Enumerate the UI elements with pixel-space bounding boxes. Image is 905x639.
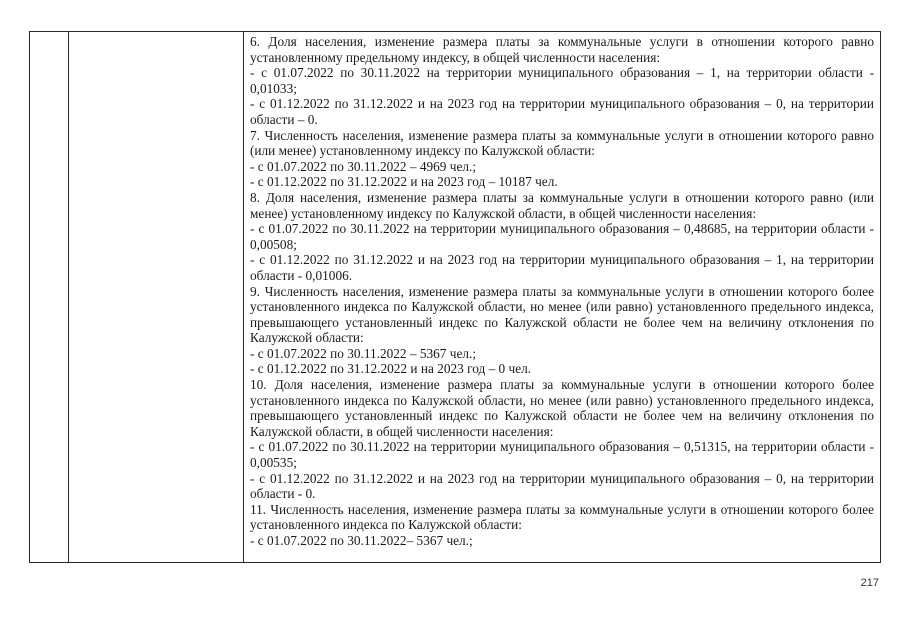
paragraph-6-item-2: - с 01.12.2022 по 31.12.2022 и на 2023 год на территории муниципального образования – 0, на территории области – 0. <box>250 96 874 127</box>
paragraph-6-item-1: - с 01.07.2022 по 30.11.2022 на территории муниципального образования – 1, на территории области - 0,01033; <box>250 65 874 96</box>
paragraph-9-item-2: - с 01.12.2022 по 31.12.2022 и на 2023 год – 0 чел. <box>250 361 532 377</box>
document-table <box>29 31 881 563</box>
paragraph-8-heading: 8. Доля населения, изменение размера платы за коммунальные услуги в отношении которого равно (или менее) установленному индексу по Калужской области, в общей численности населения: <box>250 189 874 221</box>
page-number: 217 <box>860 577 879 589</box>
paragraph-10-heading: 10. Доля населения, изменение размера платы за коммунальные услуги в отношении которого более установленного индекса по Калужской области, но менее (или равно) установленного предельного индекса, превышающего установленный индекс по Калужской области не более чем на величину отклонения по Калужской области, в общей численности населения: <box>250 377 874 439</box>
paragraph-8-item-2: - с 01.12.2022 по 31.12.2022 и на 2023 год на территории муниципального образования – 1, на территории области - 0,01006. <box>250 252 874 283</box>
paragraph-10-item-1: - с 01.07.2022 по 30.11.2022 на территории муниципального образования – 0,51315, на территории области - 0,00535; <box>250 439 874 471</box>
table-column-content <box>244 32 880 562</box>
paragraph-6-heading: 6. Доля населения, изменение размера платы за коммунальные услуги в отношении которого равно установленному предельному индексу, в общей численности населения: <box>250 34 874 65</box>
table-column-number <box>30 32 69 562</box>
paragraph-7-item-1: - с 01.07.2022 по 30.11.2022 – 4969 чел.; <box>250 158 477 174</box>
paragraph-11-heading: 11. Численность населения, изменение размера платы за коммунальные услуги в отношении которого более установленного индекса по Калужской области: <box>250 501 874 533</box>
paragraph-8-item-1: - с 01.07.2022 по 30.11.2022 на территории муниципального образования – 0,48685, на территории области - 0,00508; <box>250 221 874 252</box>
paragraph-9-heading: 9. Численность населения, изменение размера платы за коммунальные услуги в отношении которого более установленного индекса по Калужской области, но менее (или равно) установленного предельного индекса, превышающего установленный индекс по Калужской области не более чем на величину отклонения по Калужской области: <box>250 283 874 346</box>
paragraph-7-item-2: - с 01.12.2022 по 31.12.2022 и на 2023 год – 10187 чел. <box>250 174 558 190</box>
paragraph-7-heading: 7. Численность населения, изменение размера платы за коммунальные услуги в отношении которого равно (или менее) установленному индексу по Калужской области: <box>250 127 874 159</box>
paragraph-10-item-2: - с 01.12.2022 по 31.12.2022 и на 2023 год на территории муниципального образования – 0, на территории области - 0. <box>250 470 874 502</box>
table-column-name <box>69 32 244 562</box>
paragraph-9-item-1: - с 01.07.2022 по 30.11.2022 – 5367 чел.; <box>250 345 477 361</box>
paragraph-11-item-1: - с 01.07.2022 по 30.11.2022– 5367 чел.; <box>250 533 473 548</box>
